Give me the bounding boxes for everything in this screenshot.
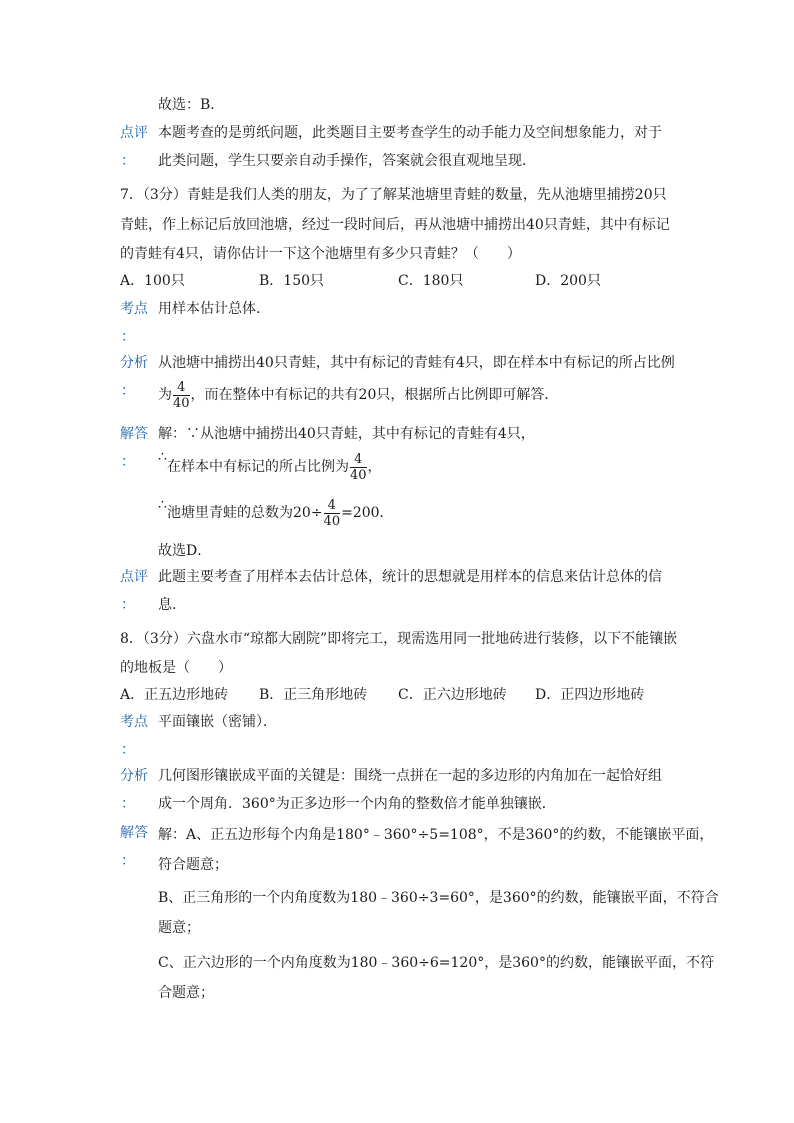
q7-answer: 故选D． — [158, 543, 212, 559]
fraction-denominator: 40 — [173, 395, 190, 411]
q7-stem-line-1: 7．（3分）青蛙是我们人类的朋友，为了了解某池塘里青蛙的数量，先从池塘里捕捞20只 — [120, 187, 667, 203]
fraction-4-over-40 — [324, 498, 341, 529]
q7-fenxi-line-2 — [158, 378, 558, 412]
q8-jieda-colon: ： — [121, 853, 135, 869]
q8-fenxi-label: 分析 — [120, 768, 148, 784]
q8-jieda-line-2: 符合题意； — [158, 857, 228, 873]
q8-fenxi-line-1: 几何图形镶嵌成平面的关键是：围绕一点拼在一起的多边形的内角加在一起恰好组 — [158, 768, 662, 784]
prev-comment-colon: ： — [121, 153, 135, 169]
q7-dianping-line-1: 此题主要考查了用样本去估计总体，统计的思想就是用样本的信息来估计总体的信 — [158, 569, 662, 585]
q8-jieda-line-6: 合题意； — [158, 985, 214, 1001]
q8-jieda-line-1: 解：A、正五边形每个内角是180°﹣360°÷5=108°，不是360°的约数，不能镶嵌平面， — [158, 827, 714, 843]
q7-dianping-label: 点评 — [120, 569, 148, 585]
q7-dianping-colon: ： — [121, 597, 135, 613]
q8-stem-line-2: 的地板是（ ） — [120, 660, 232, 676]
fraction-numerator: 4 — [324, 498, 341, 514]
q8-option-a: A．正五边形地砖 — [120, 687, 229, 703]
q7-kaodian-text: 用样本估计总体． — [158, 301, 270, 317]
q7-jieda-line-2-start: 在样本中有标记的所占比例为 — [167, 459, 349, 475]
q8-jieda-label: 解答 — [120, 825, 148, 841]
q7-fenxi-line-2-end: ，而在整体中有标记的共有20只，根据所占比例即可解答． — [190, 387, 559, 403]
q7-jieda-colon: ： — [121, 454, 135, 470]
q7-fenxi-line-1: 从池塘中捕捞出40只青蛙，其中有标记的青蛙有4只，即在样本中有标记的所占比例 — [158, 355, 675, 371]
q7-kaodian-colon: ： — [121, 329, 135, 345]
q7-jieda-line-1: 解：∵从池塘中捕捞出40只青蛙，其中有标记的青蛙有4只， — [158, 426, 535, 442]
q8-kaodian-text: 平面镶嵌（密铺）． — [158, 714, 277, 730]
q8-fenxi-line-2: 成一个周角．360°为正多边形一个内角的整数倍才能单独镶嵌． — [158, 796, 556, 812]
q7-jieda-line-2-end: ， — [367, 459, 382, 475]
q8-kaodian-label: 考点 — [120, 714, 148, 730]
q7-option-c: C．180只 — [398, 273, 464, 289]
fraction-numerator: 4 — [350, 452, 367, 468]
prev-comment-line-1: 本题考查的是剪纸问题，此类题目主要考查学生的动手能力及空间想象能力，对于 — [158, 125, 662, 141]
q8-jieda-line-5: C、正六边形的一个内角度数为180﹣360÷6=120°，是360°的约数，能镶嵌平面，不符 — [158, 955, 714, 971]
fraction-denominator: 40 — [323, 513, 341, 529]
q8-option-c: C．正六边形地砖 — [398, 687, 507, 703]
prev-answer: 故选：B． — [158, 97, 225, 113]
q7-jieda-line-3 — [167, 496, 394, 530]
fraction-numerator: 4 — [173, 380, 190, 396]
q7-jieda-label: 解答 — [120, 426, 148, 442]
q8-kaodian-colon: ： — [121, 742, 135, 758]
q7-jieda-line-3-end: =200． — [341, 505, 394, 521]
q7-stem-line-3: 的青蛙有4只，请你估计一下这个池塘里有多少只青蛙？（ ） — [120, 246, 521, 262]
prev-comment-line-2: 此类问题，学生只要亲自动手操作，答案就会很直观地呈现． — [158, 153, 536, 169]
q7-option-a: A．100只 — [120, 273, 185, 289]
q8-option-b: B．正三角形地砖 — [259, 687, 368, 703]
q7-option-d: D．200只 — [535, 273, 601, 289]
q7-stem-line-2: 青蛙，作上标记后放回池塘，经过一段时间后，再从池塘中捕捞出40只青蛙，其中有标记 — [120, 217, 670, 233]
q7-fenxi-line-2-start: 为 — [158, 387, 172, 403]
fraction-4-over-40 — [173, 380, 190, 411]
q7-jieda-line-2 — [167, 450, 382, 484]
q7-option-b: B．150只 — [259, 273, 325, 289]
q7-fenxi-label: 分析 — [120, 355, 148, 371]
q8-fenxi-colon: ： — [121, 796, 135, 812]
q8-stem-line-1: 8．（3分）六盘水市“琼都大剧院”即将完工，现需选用同一批地砖进行装修，以下不能镶嵌 — [120, 631, 678, 647]
therefore-symbol: ∴ — [158, 497, 167, 513]
q7-fenxi-colon: ： — [121, 383, 135, 399]
fraction-4-over-40 — [350, 452, 367, 483]
prev-comment-label: 点评 — [120, 125, 148, 141]
therefore-symbol: ∴ — [158, 449, 167, 465]
q7-dianping-line-2: 息． — [158, 597, 186, 613]
q7-kaodian-label: 考点 — [120, 301, 148, 317]
q7-jieda-line-3-start: 池塘里青蛙的总数为20÷ — [167, 505, 323, 521]
q8-option-d: D．正四边形地砖 — [535, 687, 645, 703]
fraction-denominator: 40 — [350, 467, 367, 483]
q8-jieda-line-3: B、正三角形的一个内角度数为180﹣360÷3=60°，是360°的约数，能镶嵌平面，不符合 — [158, 890, 719, 906]
q8-jieda-line-4: 题意； — [158, 920, 200, 936]
